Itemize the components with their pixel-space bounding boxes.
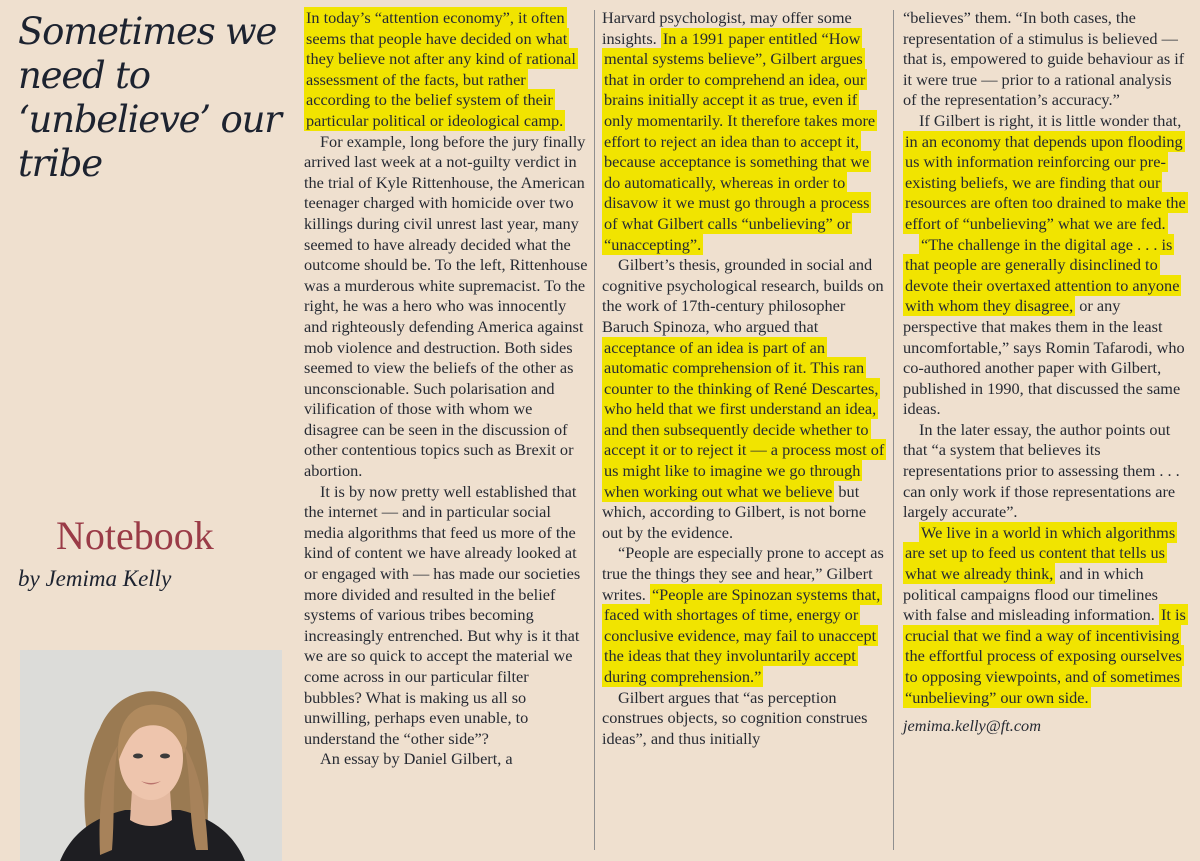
author-portrait-illustration xyxy=(20,650,282,861)
paragraph xyxy=(903,235,1188,420)
paragraph xyxy=(602,543,887,687)
body-text: Harvard psychologist, may offer some insights. xyxy=(602,8,852,48)
body-text: Gilbert’s thesis, grounded in social and cognitive psychological research, builds on the work of 17th-century philosopher Baruch Spinoza, who argued that xyxy=(602,255,884,336)
body-text: If Gilbert is right, it is little wonder that, xyxy=(919,110,1182,130)
paragraph xyxy=(903,111,1188,235)
paragraph: “believes” them. “In both cases, the representation of a stimulus is believed — that is, empowered to guide behaviour as if it were true — prior to a rational analysis of the representation’s accuracy.” xyxy=(903,8,1185,110)
body-text: “People are especially prone to accept as true the things they see and hear,” Gilbert writes. xyxy=(602,543,884,604)
author-photo xyxy=(20,650,282,861)
highlighted-text: It is crucial that we find a way of incentivising the effortful process of exposing ourselves to opposing viewpoints, and of sometimes “unbelieving” our own side. xyxy=(905,605,1186,707)
section-label: Notebook xyxy=(56,513,214,558)
highlighted-text: In today’s “attention economy”, it often seems that people have decided on what they believe not after any kind of rational assessment of the facts, but rather according to the belief system of their particular political or ideological camp. xyxy=(306,8,576,130)
paragraph: In the later essay, the author points out that “a system that believes its representations prior to assessing them . . . can only work if those representations are largely accurate”. xyxy=(903,419,1180,522)
column-divider xyxy=(594,10,595,850)
paragraph: For example, long before the jury finally arrived last week at a not-guilty verdict in the trial of Kyle Rittenhouse, the American teenager charged with homicide over two killings during civil unrest last year, many seemed to have already decided what the outcome should be. To the left, Rittenhouse was a murderous white supremacist. To the right, he was a hero who was innocently and righteously defending America against mob violence and destruction. Both sides seemed to view the beliefs of the other as unconscionable. Such polarisation and vilification of those with whom we disagree can be seen in the discussion of other contentious topics such as Brexit or abortion. xyxy=(304,131,588,481)
highlighted-text: We live in a world in which algorithms are set up to feed us content that tells us what we already think, xyxy=(905,522,1176,584)
highlighted-text: “People are Spinozan systems that, faced with shortages of time, energy or conclusive evidence, may fail to unaccept the ideas that they involuntarily accept during comprehension.” xyxy=(604,584,881,686)
article-column-1 xyxy=(304,8,589,770)
paragraph: Gilbert argues that “as perception construes objects, so cognition construes ideas”, and thus initially xyxy=(602,687,868,748)
highlighted-text: in an economy that depends upon flooding us with information reinforcing our pre-existing beliefs, we are finding that our resources are often too drained to make the effort of “unbelieving” what we are fed. xyxy=(905,131,1186,233)
article-column-2 xyxy=(602,8,887,749)
body-text: but which, according to Gilbert, is not borne out by the evidence. xyxy=(602,481,867,542)
paragraph xyxy=(602,8,887,255)
column-divider xyxy=(893,10,894,850)
paragraph xyxy=(903,523,1188,708)
body-text: and in which political campaigns flood our timelines with false and misleading information. xyxy=(903,564,1159,625)
article-column-3 xyxy=(903,8,1188,737)
body-text: or any perspective that makes them in the least uncomfortable,” says Romin Tafarodi, who co-authored another paper with Gilbert, published in 1990, that discussed the same ideas. xyxy=(903,296,1185,419)
highlighted-text: In a 1991 paper entitled “How mental systems believe”, Gilbert argues that in order to comprehend an idea, our brains initially accept it as true, even if only momentarily. It therefore takes more effort to reject an idea than to accept it, because acceptance is something that we do automatically, whereas in order to disavow it we must go through a process of what Gilbert calls “unbelieving” or “unaccepting”. xyxy=(604,28,876,254)
author-email: jemima.kelly@ft.com xyxy=(903,716,1041,736)
paragraph xyxy=(602,255,887,543)
paragraph: It is by now pretty well established that the internet — and in particular social media algorithms that feed us more of the kind of content we have already looked at or engaged with — has made our societies more divided and resulted in the belief systems of various tribes becoming increasingly entrenched. But why is it that we are so quick to accept the material we come across in our particular filter bubbles? What is making us all so unwilling, perhaps even unable, to understand the “other side”? xyxy=(304,481,581,748)
byline: by Jemima Kelly xyxy=(18,566,172,591)
paragraph: An essay by Daniel Gilbert, a xyxy=(320,749,513,769)
headline: Sometimes we need to ‘unbelieve’ our tribe xyxy=(18,10,281,185)
highlighted-text: “The challenge in the digital age . . . is that people are generally disinclined to devote their overtaxed attention to anyone with whom they disagree, xyxy=(905,234,1180,316)
highlighted-text: acceptance of an idea is part of an automatic comprehension of it. This ran counter to the thinking of René Descartes, who held that we first understand an idea, and then subsequently decide whether to accept it or to reject it — a process most of us might like to imagine we go through when working out what we believe xyxy=(604,337,885,501)
paragraph xyxy=(304,8,589,132)
